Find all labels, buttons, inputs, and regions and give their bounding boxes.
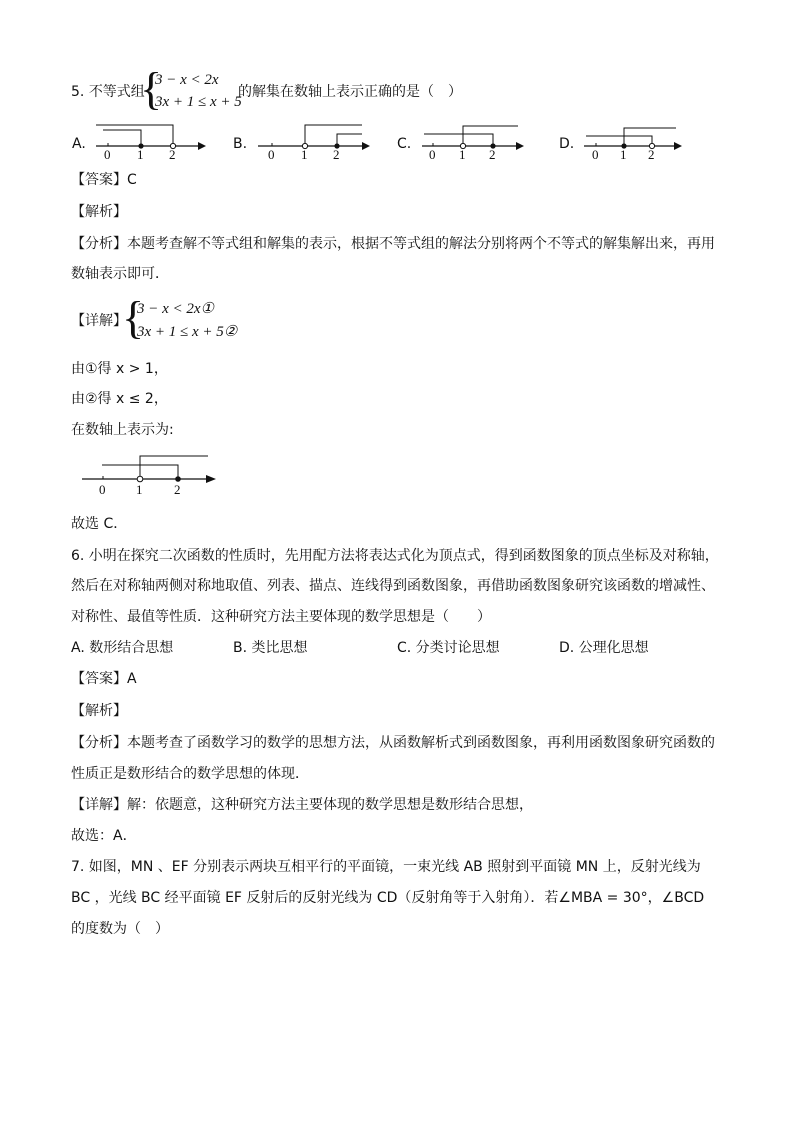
q5-option-b-label[interactable]: B. — [233, 136, 248, 152]
q5-option-b-numberline[interactable] — [250, 122, 376, 162]
q6-option-d[interactable]: D. 公理化思想 — [559, 640, 649, 656]
q6-option-c[interactable]: C. 分类讨论思想 — [397, 640, 500, 656]
q6-analysis-heading: 【解析】 — [71, 703, 127, 719]
axis-arrow — [206, 475, 216, 483]
q5-stem-suffix: 的解集在数轴上表示正确的是（ ） — [238, 84, 462, 100]
ray-x-le-2 — [96, 125, 173, 146]
q5-number: 5. — [71, 84, 85, 100]
ray-x-gt-1 — [305, 125, 362, 146]
tick-label-0: 0 — [99, 482, 106, 497]
axis-arrow — [198, 142, 206, 150]
tick-label-2: 2 — [489, 147, 496, 162]
q5-step-3: 在数轴上表示为: — [71, 422, 174, 438]
q5-conclusion: 故选 C． — [71, 516, 128, 532]
ray-x-gt-1 — [463, 126, 518, 146]
q5-option-c-label[interactable]: C. — [397, 136, 412, 152]
ray-x-ge-2 — [337, 134, 362, 146]
q6-stem-line-1: 6. 小明在探究二次函数的性质时，先用配方法将表达式化为顶点式，得到函数图象的顶点坐标及对称轴， — [71, 548, 719, 564]
q5-inequality-2: 3x + 1 ≤ x + 5 — [155, 94, 242, 110]
tick-label-2: 2 — [174, 482, 181, 497]
tick-label-0: 0 — [104, 147, 111, 162]
axis-arrow — [362, 142, 370, 150]
q5-analysis-heading: 【解析】 — [71, 204, 127, 220]
q6-conclusion: 故选：A． — [71, 828, 137, 844]
q5-detail-heading: 【详解】 — [71, 313, 127, 329]
tick-label-1: 1 — [136, 482, 143, 497]
q7-stem-line-3: 的度数为（ ） — [71, 921, 169, 937]
ray-x-le-2 — [424, 134, 493, 146]
tick-label-1: 1 — [137, 147, 144, 162]
q6-answer: 【答案】A — [71, 671, 137, 687]
q7-stem-line-2: BC ，光线 BC 经平面镜 EF 反射后的反射光线为 CD（反射角等于入射角）．若∠MBA = 30°，∠BCD — [71, 890, 705, 906]
q5-option-a-numberline[interactable] — [88, 122, 212, 162]
tick-label-0: 0 — [268, 147, 275, 162]
axis-arrow — [674, 142, 682, 150]
tick-label-1: 1 — [620, 147, 627, 162]
q6-analysis-line-1: 【分析】本题考查了函数学习的数学的思想方法，从函数解析式到函数图象，再利用函数图象研究函数的 — [71, 735, 715, 751]
q5-step-1: 由①得 x > 1， — [71, 361, 168, 377]
tick-label-2: 2 — [169, 147, 176, 162]
tick-label-2: 2 — [648, 147, 655, 162]
q6-stem-line-2: 然后在对称轴两侧对称地取值、列表、描点、连线得到函数图象，再借助函数图象研究该函数的增减性、 — [71, 578, 715, 594]
q5-analysis-line-2: 数轴表示即可． — [71, 266, 169, 282]
q5-stem-prefix — [71, 82, 145, 102]
q5-analysis-line-1: 【分析】本题考查解不等式组和解集的表示，根据不等式组的解法分别将两个不等式的解集解出来，再用 — [71, 236, 715, 252]
tick-label-1: 1 — [459, 147, 466, 162]
q6-detail: 【详解】解：依题意，这种研究方法主要体现的数学思想是数形结合思想， — [71, 797, 533, 813]
q5-brace: { — [140, 63, 163, 114]
q5-detail-brace: { — [122, 292, 145, 343]
ray-x-ge-1 — [624, 128, 676, 146]
solid-dot-2 — [175, 476, 181, 482]
q7-stem-line-1: 7. 如图，MN 、EF 分别表示两块互相平行的平面镜，一束光线 AB 照射到平面镜 MN 上，反射光线为 — [71, 859, 701, 875]
tick-label-0: 0 — [429, 147, 436, 162]
q6-option-b[interactable]: B. 类比思想 — [233, 640, 308, 656]
q5-prefix: 不等式组 — [88, 84, 145, 100]
q5-option-a-label[interactable]: A. — [72, 136, 86, 152]
q5-solution-numberline — [80, 448, 220, 498]
q5-option-d-label[interactable]: D. — [559, 136, 575, 152]
q5-option-d-numberline[interactable] — [576, 122, 688, 162]
q5-option-c-numberline[interactable] — [414, 122, 530, 162]
q6-analysis-line-2: 性质正是数形结合的数学思想的体现． — [71, 766, 309, 782]
q5-inequality-1: 3 − x < 2x — [155, 72, 219, 88]
ray-x-gt-1 — [103, 130, 141, 146]
open-dot-1 — [137, 476, 143, 482]
q6-stem-line-3: 对称性、最值等性质．这种研究方法主要体现的数学思想是（ ） — [71, 609, 491, 625]
tick-label-2: 2 — [333, 147, 340, 162]
q6-option-a[interactable]: A. 数形结合思想 — [71, 640, 174, 656]
tick-label-1: 1 — [301, 147, 308, 162]
q5-detail-eq-2: 3x + 1 ≤ x + 5② — [137, 324, 238, 340]
tick-label-0: 0 — [592, 147, 599, 162]
ray-x-gt-1 — [140, 456, 208, 479]
axis-arrow — [516, 142, 524, 150]
q5-detail-eq-1: 3 − x < 2x① — [137, 301, 215, 317]
q5-step-2: 由②得 x ≤ 2， — [71, 391, 168, 407]
q5-answer: 【答案】C — [71, 172, 137, 188]
